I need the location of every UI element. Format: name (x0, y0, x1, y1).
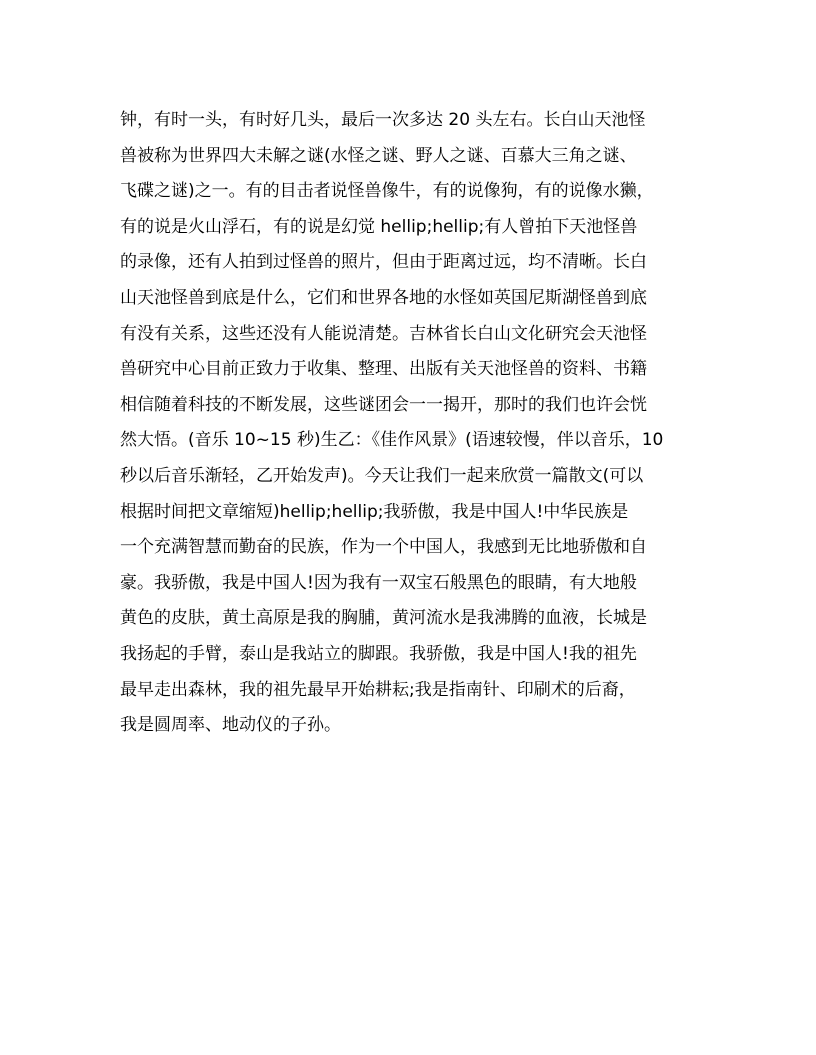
text-line: 兽研究中心目前正致力于收集、整理、出版有关天池怪兽的资料、书籍 (120, 359, 647, 380)
text-line: 有没有关系，这些还没有人能说清楚。吉林省长白山文化研究会天池怪 (120, 323, 647, 344)
text-line: 兽被称为世界四大未解之谜(水怪之谜、野人之谜、百慕大三角之谜、 (120, 145, 637, 166)
text-line: 一个充满智慧而勤奋的民族，作为一个中国人，我感到无比地骄傲和自 (120, 537, 647, 558)
text-line: 相信随着科技的不断发展，这些谜团会一一揭开，那时的我们也许会恍 (120, 394, 647, 415)
text-line: 最早走出森林，我的祖先最早开始耕耘;我是指南针、印刷术的后裔， (120, 679, 636, 700)
text-line: 我扬起的手臂，泰山是我站立的脚跟。我骄傲，我是中国人!我的祖先 (120, 643, 637, 664)
text-line: 山天池怪兽到底是什么，它们和世界各地的水怪如英国尼斯湖怪兽到底 (120, 287, 647, 308)
text-line: 我是圆周率、地动仪的子孙。 (120, 715, 341, 736)
text-line: 根据时间把文章缩短)hellip;hellip;我骄傲，我是中国人!中华民族是 (120, 501, 629, 522)
text-line: 黄色的皮肤，黄土高原是我的胸脯，黄河流水是我沸腾的血液，长城是 (120, 608, 647, 629)
text-line: 钟，有时一头，有时好几头，最后一次多达 20 头左右。长白山天池怪 (120, 110, 646, 130)
text-line: 秒以后音乐渐轻，乙开始发声)。今天让我们一起来欣赏一篇散文(可以 (120, 465, 644, 486)
text-line: 的录像，还有人拍到过怪兽的照片，但由于距离过远，均不清晰。长白 (120, 252, 647, 273)
text-line: 有的说是火山浮石，有的说是幻觉 hellip;hellip;有人曾拍下天池怪兽 (120, 216, 638, 237)
text-line: 豪。我骄傲，我是中国人!因为我有一双宝石般黑色的眼睛，有大地般 (120, 572, 637, 593)
body-text (120, 103, 700, 744)
text-line: 飞碟之谜)之一。有的目击者说怪兽像牛，有的说像狗，有的说像水獭， (120, 181, 654, 202)
text-line: 然大悟。(音乐 10~15 秒)生乙：《佳作风景》(语速较慢，伴以音乐，10 (120, 430, 664, 451)
